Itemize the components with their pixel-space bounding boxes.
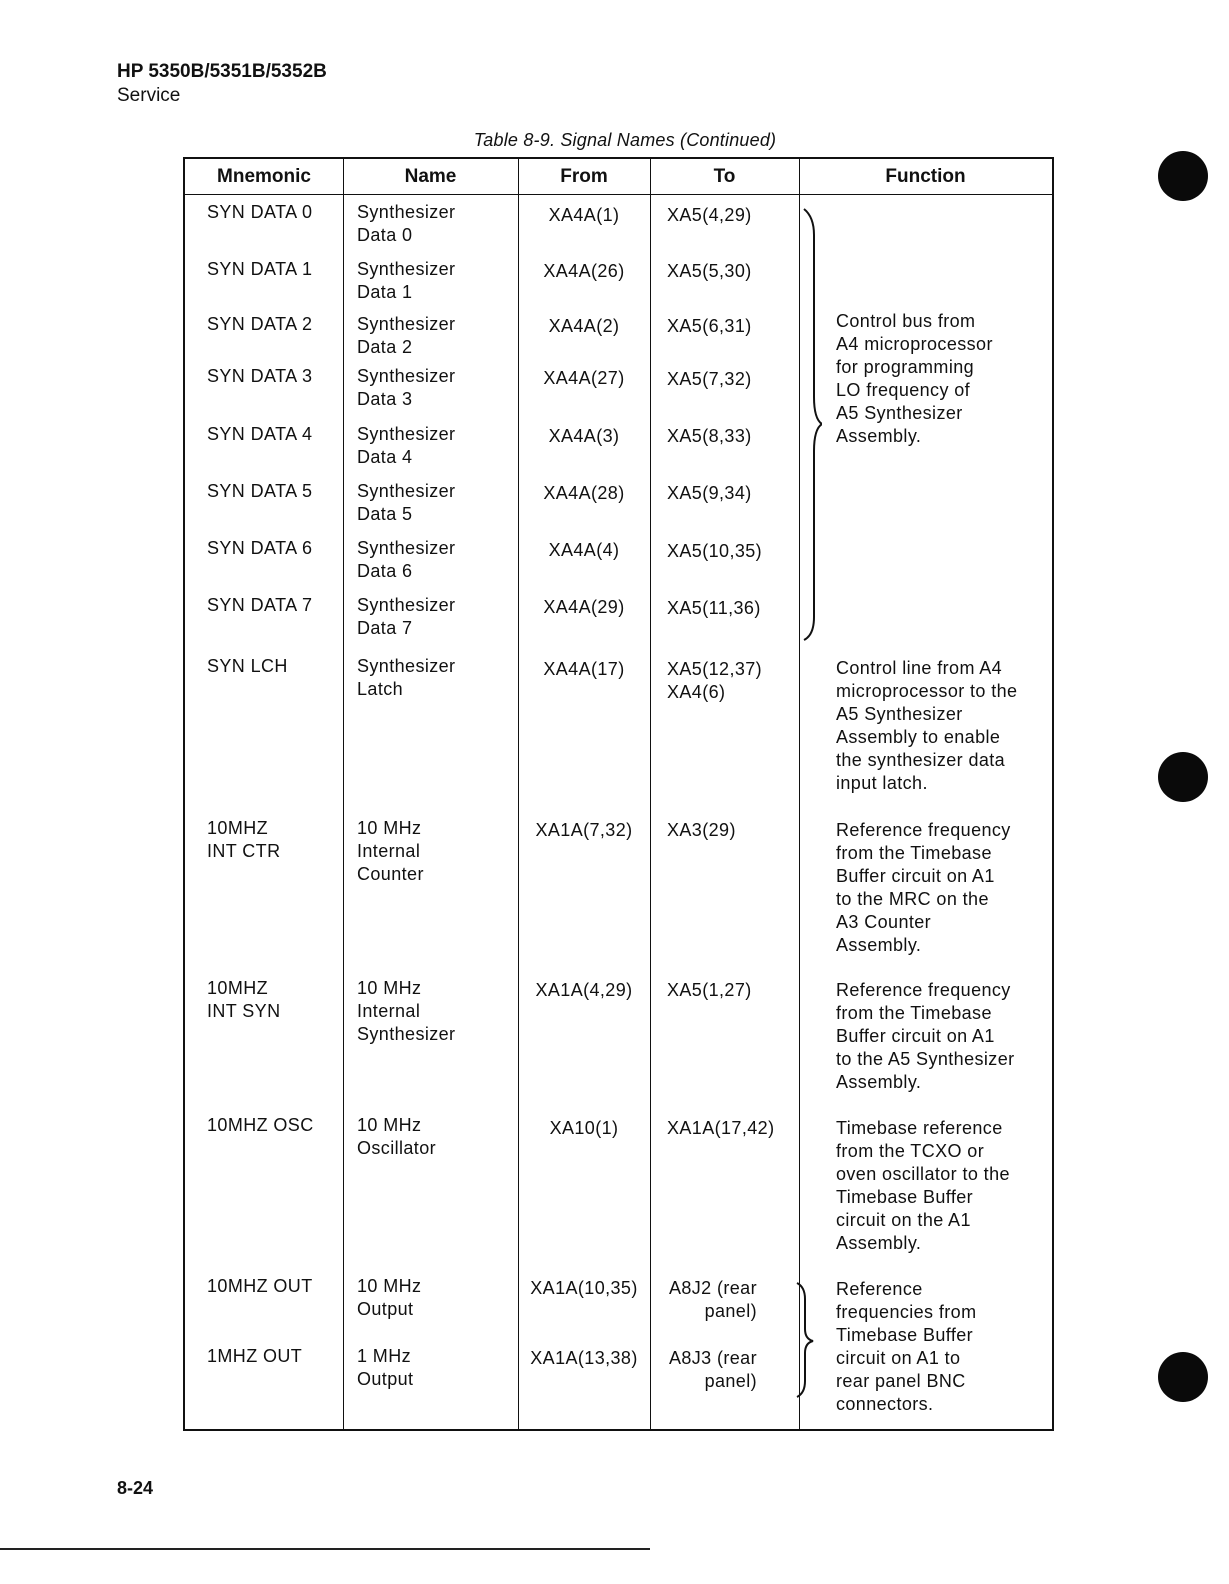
from-cell: XA1A(7,32)	[535, 820, 633, 840]
from-cell: XA4A(29)	[543, 597, 625, 617]
to-cell: XA5(1,27)	[667, 980, 752, 1000]
function-cell: Reference frequency from the Timebase Buffer circuit on A1 to the MRC on the A3 Counter Assembly.	[836, 820, 1011, 955]
footer-rule	[0, 1548, 650, 1550]
col-header-function: Function	[885, 166, 966, 187]
function-cell: Reference frequency from the Timebase Buffer circuit on A1 to the A5 Synthesizer Assembly.	[836, 980, 1015, 1092]
binder-hole-icon	[1158, 151, 1208, 201]
binder-hole-icon	[1158, 752, 1208, 802]
col-header-mnemonic: Mnemonic	[217, 166, 311, 187]
name-cell: 10 MHz Internal Counter	[357, 818, 424, 884]
mnemonic-cell: SYN DATA 2	[207, 314, 313, 334]
to-cell: XA5(9,34)	[667, 483, 752, 503]
from-cell: XA1A(10,35)	[530, 1278, 638, 1298]
name-cell: Synthesizer Latch	[357, 656, 456, 699]
name-cell: Synthesizer Data 7	[357, 595, 456, 638]
to-cell: XA3(29)	[667, 820, 736, 840]
name-cell: Synthesizer Data 4	[357, 424, 456, 467]
to-cell: XA1A(17,42)	[667, 1118, 775, 1138]
from-cell: XA4A(3)	[548, 426, 620, 446]
name-cell: 10 MHz Oscillator	[357, 1115, 437, 1158]
from-cell: XA4A(4)	[548, 540, 620, 560]
to-cell: XA5(4,29)	[667, 205, 752, 225]
binder-hole-icon	[1158, 1352, 1208, 1402]
syn-data-function: Control bus from A4 microprocessor for programming LO frequency of A5 Synthesizer Assembly.	[836, 311, 993, 446]
to-cell: XA5(10,35)	[667, 541, 763, 561]
table-caption: Table 8-9. Signal Names (Continued)	[473, 130, 777, 150]
to-cell: A8J3 (rear panel)	[668, 1348, 757, 1391]
name-cell: 10 MHz Internal Synthesizer	[357, 978, 456, 1044]
column-divider	[518, 159, 519, 1429]
mnemonic-cell: SYN DATA 0	[207, 202, 313, 222]
mnemonic-cell: SYN DATA 7	[207, 595, 313, 615]
to-cell: XA5(7,32)	[667, 369, 752, 389]
to-cell: XA5(12,37) XA4(6)	[667, 659, 763, 702]
name-cell: Synthesizer Data 0	[357, 202, 456, 245]
model-title: HP 5350B/5351B/5352B	[117, 61, 327, 82]
mnemonic-cell: 10MHZ OSC	[207, 1115, 314, 1135]
page-header	[117, 60, 327, 108]
to-cell: XA5(11,36)	[667, 598, 761, 618]
mnemonic-cell: 10MHZ INT CTR	[207, 818, 281, 861]
from-cell: XA1A(13,38)	[530, 1348, 638, 1368]
mnemonic-cell: 10MHZ INT SYN	[207, 978, 281, 1021]
from-cell: XA4A(27)	[543, 368, 625, 388]
from-cell: XA10(1)	[549, 1118, 619, 1138]
column-divider	[799, 159, 800, 1429]
name-cell: Synthesizer Data 2	[357, 314, 456, 357]
to-cell: A8J2 (rear panel)	[668, 1278, 757, 1321]
function-cell: Control line from A4 microprocessor to the A5 Synthesizer Assembly to enable the synthesizer data input latch.	[836, 658, 1018, 793]
from-cell: XA4A(2)	[548, 316, 620, 336]
from-cell: XA1A(4,29)	[535, 980, 633, 1000]
mnemonic-cell: SYN DATA 5	[207, 481, 313, 501]
col-header-name: Name	[404, 166, 457, 187]
right-brace-icon	[802, 207, 822, 642]
left-brace-icon	[795, 1281, 815, 1399]
mnemonic-cell: SYN DATA 3	[207, 366, 313, 386]
name-cell: Synthesizer Data 5	[357, 481, 456, 524]
from-cell: XA4A(28)	[543, 483, 625, 503]
column-divider	[650, 159, 651, 1429]
function-cell: Timebase reference from the TCXO or oven oscillator to the Timebase Buffer circuit on the A1 Assembly.	[836, 1118, 1010, 1253]
signal-names-table	[183, 157, 1054, 1431]
col-header-from: From	[560, 166, 608, 187]
column-divider	[343, 159, 344, 1429]
from-cell: XA4A(17)	[543, 659, 625, 679]
to-cell: XA5(5,30)	[667, 261, 752, 281]
ref-out-function: Reference frequencies from Timebase Buffer circuit on A1 to rear panel BNC connectors.	[836, 1279, 977, 1414]
name-cell: Synthesizer Data 1	[357, 259, 456, 302]
to-cell: XA5(6,31)	[667, 316, 752, 336]
name-cell: 10 MHz Output	[357, 1276, 422, 1319]
mnemonic-cell: SYN DATA 4	[207, 424, 313, 444]
from-cell: XA4A(26)	[543, 261, 625, 281]
mnemonic-cell: SYN LCH	[207, 656, 288, 676]
section-title: Service	[117, 85, 181, 106]
from-cell: XA4A(1)	[548, 205, 620, 225]
name-cell: 1 MHz Output	[357, 1346, 414, 1389]
mnemonic-cell: 10MHZ OUT	[207, 1276, 313, 1296]
name-cell: Synthesizer Data 3	[357, 366, 456, 409]
header-rule	[185, 194, 1052, 195]
page-number: 8-24	[117, 1478, 154, 1498]
name-cell: Synthesizer Data 6	[357, 538, 456, 581]
mnemonic-cell: SYN DATA 1	[207, 259, 313, 279]
col-header-to: To	[713, 166, 736, 187]
to-cell: XA5(8,33)	[667, 426, 752, 446]
mnemonic-cell: 1MHZ OUT	[207, 1346, 303, 1366]
mnemonic-cell: SYN DATA 6	[207, 538, 313, 558]
